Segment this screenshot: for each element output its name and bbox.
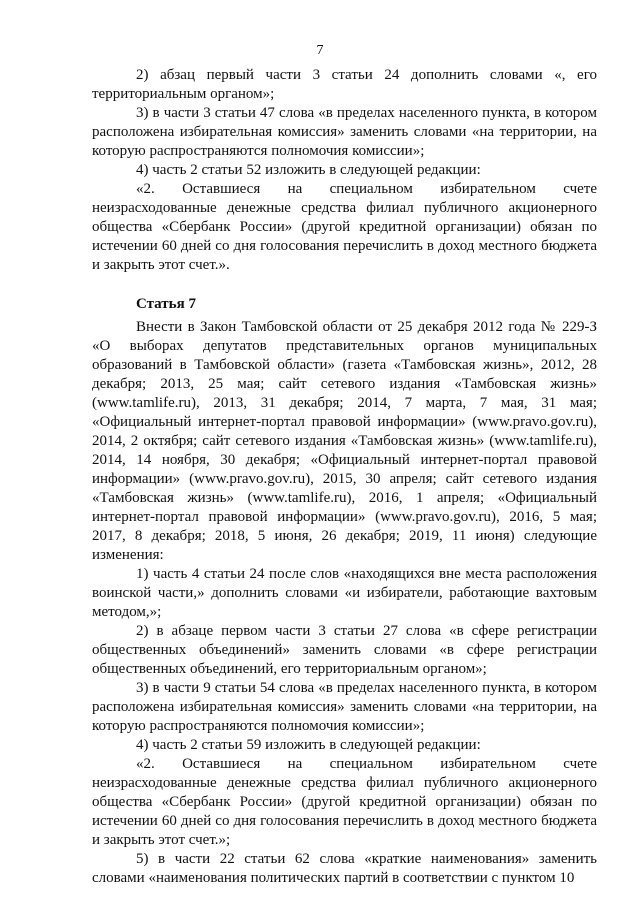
paragraph: 2) абзац первый части 3 статьи 24 дополнить словами «, его территориальным органом»;	[92, 67, 597, 102]
paragraph: 4) часть 2 статьи 52 изложить в следующей редакции:	[136, 162, 481, 178]
paragraph: 4) часть 2 статьи 59 изложить в следующей редакции:	[136, 737, 481, 753]
page-number: 7	[316, 43, 324, 58]
paragraph: Внести в Закон Тамбовской области от 25 декабря 2012 года № 229-З «О выборах депутатов представительных органов муниципальных образований в Тамбовской области» (газета «Тамбовская жизнь», 2012, 28 декабря; 2013, 25 мая; сайт сетевого издания «Тамбовская жизнь» (www.tamlife.ru), 2013, 31 декабря; 2014, 7 марта, 7 мая, 31 мая; «Официальный интернет-портал правовой информации» (www.pravo.gov.ru), 2014, 2 октября; сайт сетевого издания «Тамбовская жизнь» (www.tamlife.ru), 2014, 14 ноября, 30 декабря; «Официальный интернет-портал правовой информации» (www.pravo.gov.ru), 2015, 30 апреля; сайт сетевого издания «Тамбовская жизнь» (www.tamlife.ru), 2016, 1 апреля; «Официальный интернет-портал правовой информации» (www.pravo.gov.ru), 2016, 5 мая; 2017, 8 декабря; 2018, 5 июня, 26 декабря; 2019, 11 июня) следующие изменения:	[92, 319, 597, 563]
document-body	[92, 66, 597, 888]
paragraph: 2) в абзаце первом части 3 статьи 27 слова «в сфере регистрации общественных объединений» заменить словами «в сфере регистрации общественных объединений, его территориальным органом»;	[92, 623, 597, 677]
paragraph: 3) в части 3 статьи 47 слова «в пределах населенного пункта, в котором расположена избирательная комиссия» заменить словами «на территории, на которую распространяются полномочия комиссии»;	[92, 105, 597, 159]
paragraph: «2. Оставшиеся на специальном избирательном счете неизрасходованные денежные средства филиал публичного акционерного общества «Сбербанк России» (другой кредитной организации) обязан по истечении 60 дней со дня голосования перечислить в доход местного бюджета и закрыть этот счет.»;	[92, 756, 597, 848]
article-heading: Статья 7	[136, 296, 196, 312]
paragraph: 1) часть 4 статьи 24 после слов «находящихся вне места расположения воинской части,» дополнить словами «и избиратели, работающие вахтовым методом,»;	[92, 566, 597, 620]
paragraph: 3) в части 9 статьи 54 слова «в пределах населенного пункта, в котором расположена избирательная комиссия» заменить словами «на территории, на которую распространяются полномочия комиссии»;	[92, 680, 597, 734]
paragraph: 5) в части 22 статьи 62 слова «краткие наименования» заменить словами «наименования политических партий в соответствии с пунктом 10	[92, 851, 597, 886]
paragraph: «2. Оставшиеся на специальном избирательном счете неизрасходованные денежные средства филиал публичного акционерного общества «Сбербанк России» (другой кредитной организации) обязан по истечении 60 дней со дня голосования перечислить в доход местного бюджета и закрыть этот счет.».	[92, 181, 597, 273]
